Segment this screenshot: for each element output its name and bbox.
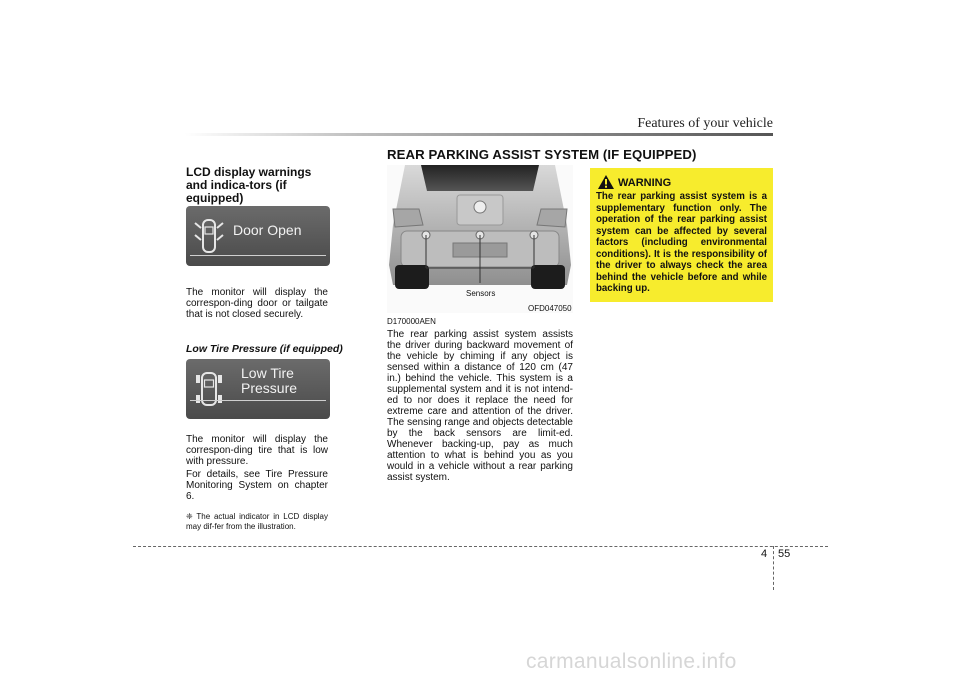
tpms-reference-text: For details, see Tire Pressure Monitoring System on chapter 6. [186, 469, 328, 502]
header-rule [185, 133, 773, 136]
tire-pressure-icon [194, 367, 224, 411]
warning-title: WARNING [618, 177, 672, 189]
low-tire-panel-label-2: Pressure [241, 380, 298, 396]
door-open-panel-label: Door Open [233, 222, 302, 238]
footer-rule [133, 546, 828, 547]
page-header-title: Features of your vehicle [637, 116, 773, 131]
section-title: REAR PARKING ASSIST SYSTEM (IF EQUIPPED) [387, 147, 697, 162]
car-top-view-icon [194, 214, 224, 258]
figure-code: OFD047050 [528, 304, 572, 313]
low-tire-subheading: Low Tire Pressure (if equipped) [186, 343, 343, 355]
low-tire-text: The monitor will display the correspon-ding tire that is low with pressure. [186, 434, 328, 467]
chapter-number: 4 [761, 548, 768, 560]
page-number-separator [773, 546, 774, 590]
rear-sensors-illustration [387, 165, 573, 313]
warning-triangle-icon [598, 175, 614, 189]
reference-code: D170000AEN [387, 317, 436, 326]
parking-assist-description: The rear parking assist system assists the driver during backward movement of the vehicle by chiming if any object is sensed within a distance of 120 cm (47 in.) behind the vehicle. This system is a supplemental system and it is not intend-ed to nor does it replace the need for extreme care and attention of the driver. The sensing range and objects detectable by the back sensors are limit-ed. Whenever backing-up, pay as much attention to what is behind you as you would in a vehicle without a rear parking assist system. [387, 329, 573, 483]
low-tire-panel-label-1: Low Tire [241, 365, 294, 381]
warning-box [590, 168, 773, 302]
sensors-callout-label: Sensors [466, 289, 496, 298]
warning-text: The rear parking assist system is a supplementary function only. The operation of the rear parking assist system can be affected by several factors (including environmental conditions). It is the responsibility of the driver to always check the area behind the vehicle before and while backing up. [596, 191, 767, 294]
illustration-note: ❈ The actual indicator in LCD display may dif-fer from the illustration. [186, 512, 328, 531]
panel-divider [190, 400, 326, 401]
door-open-panel [186, 206, 330, 266]
watermark: carmanualsonline.info [526, 650, 737, 673]
panel-divider [190, 255, 326, 256]
low-tire-panel [186, 359, 330, 419]
door-open-text: The monitor will display the correspon-ding door or tailgate that is not closed securely. [186, 287, 328, 320]
lcd-heading: LCD display warnings and indica-tors (if equipped) [186, 165, 312, 205]
page-number: 55 [778, 548, 791, 560]
